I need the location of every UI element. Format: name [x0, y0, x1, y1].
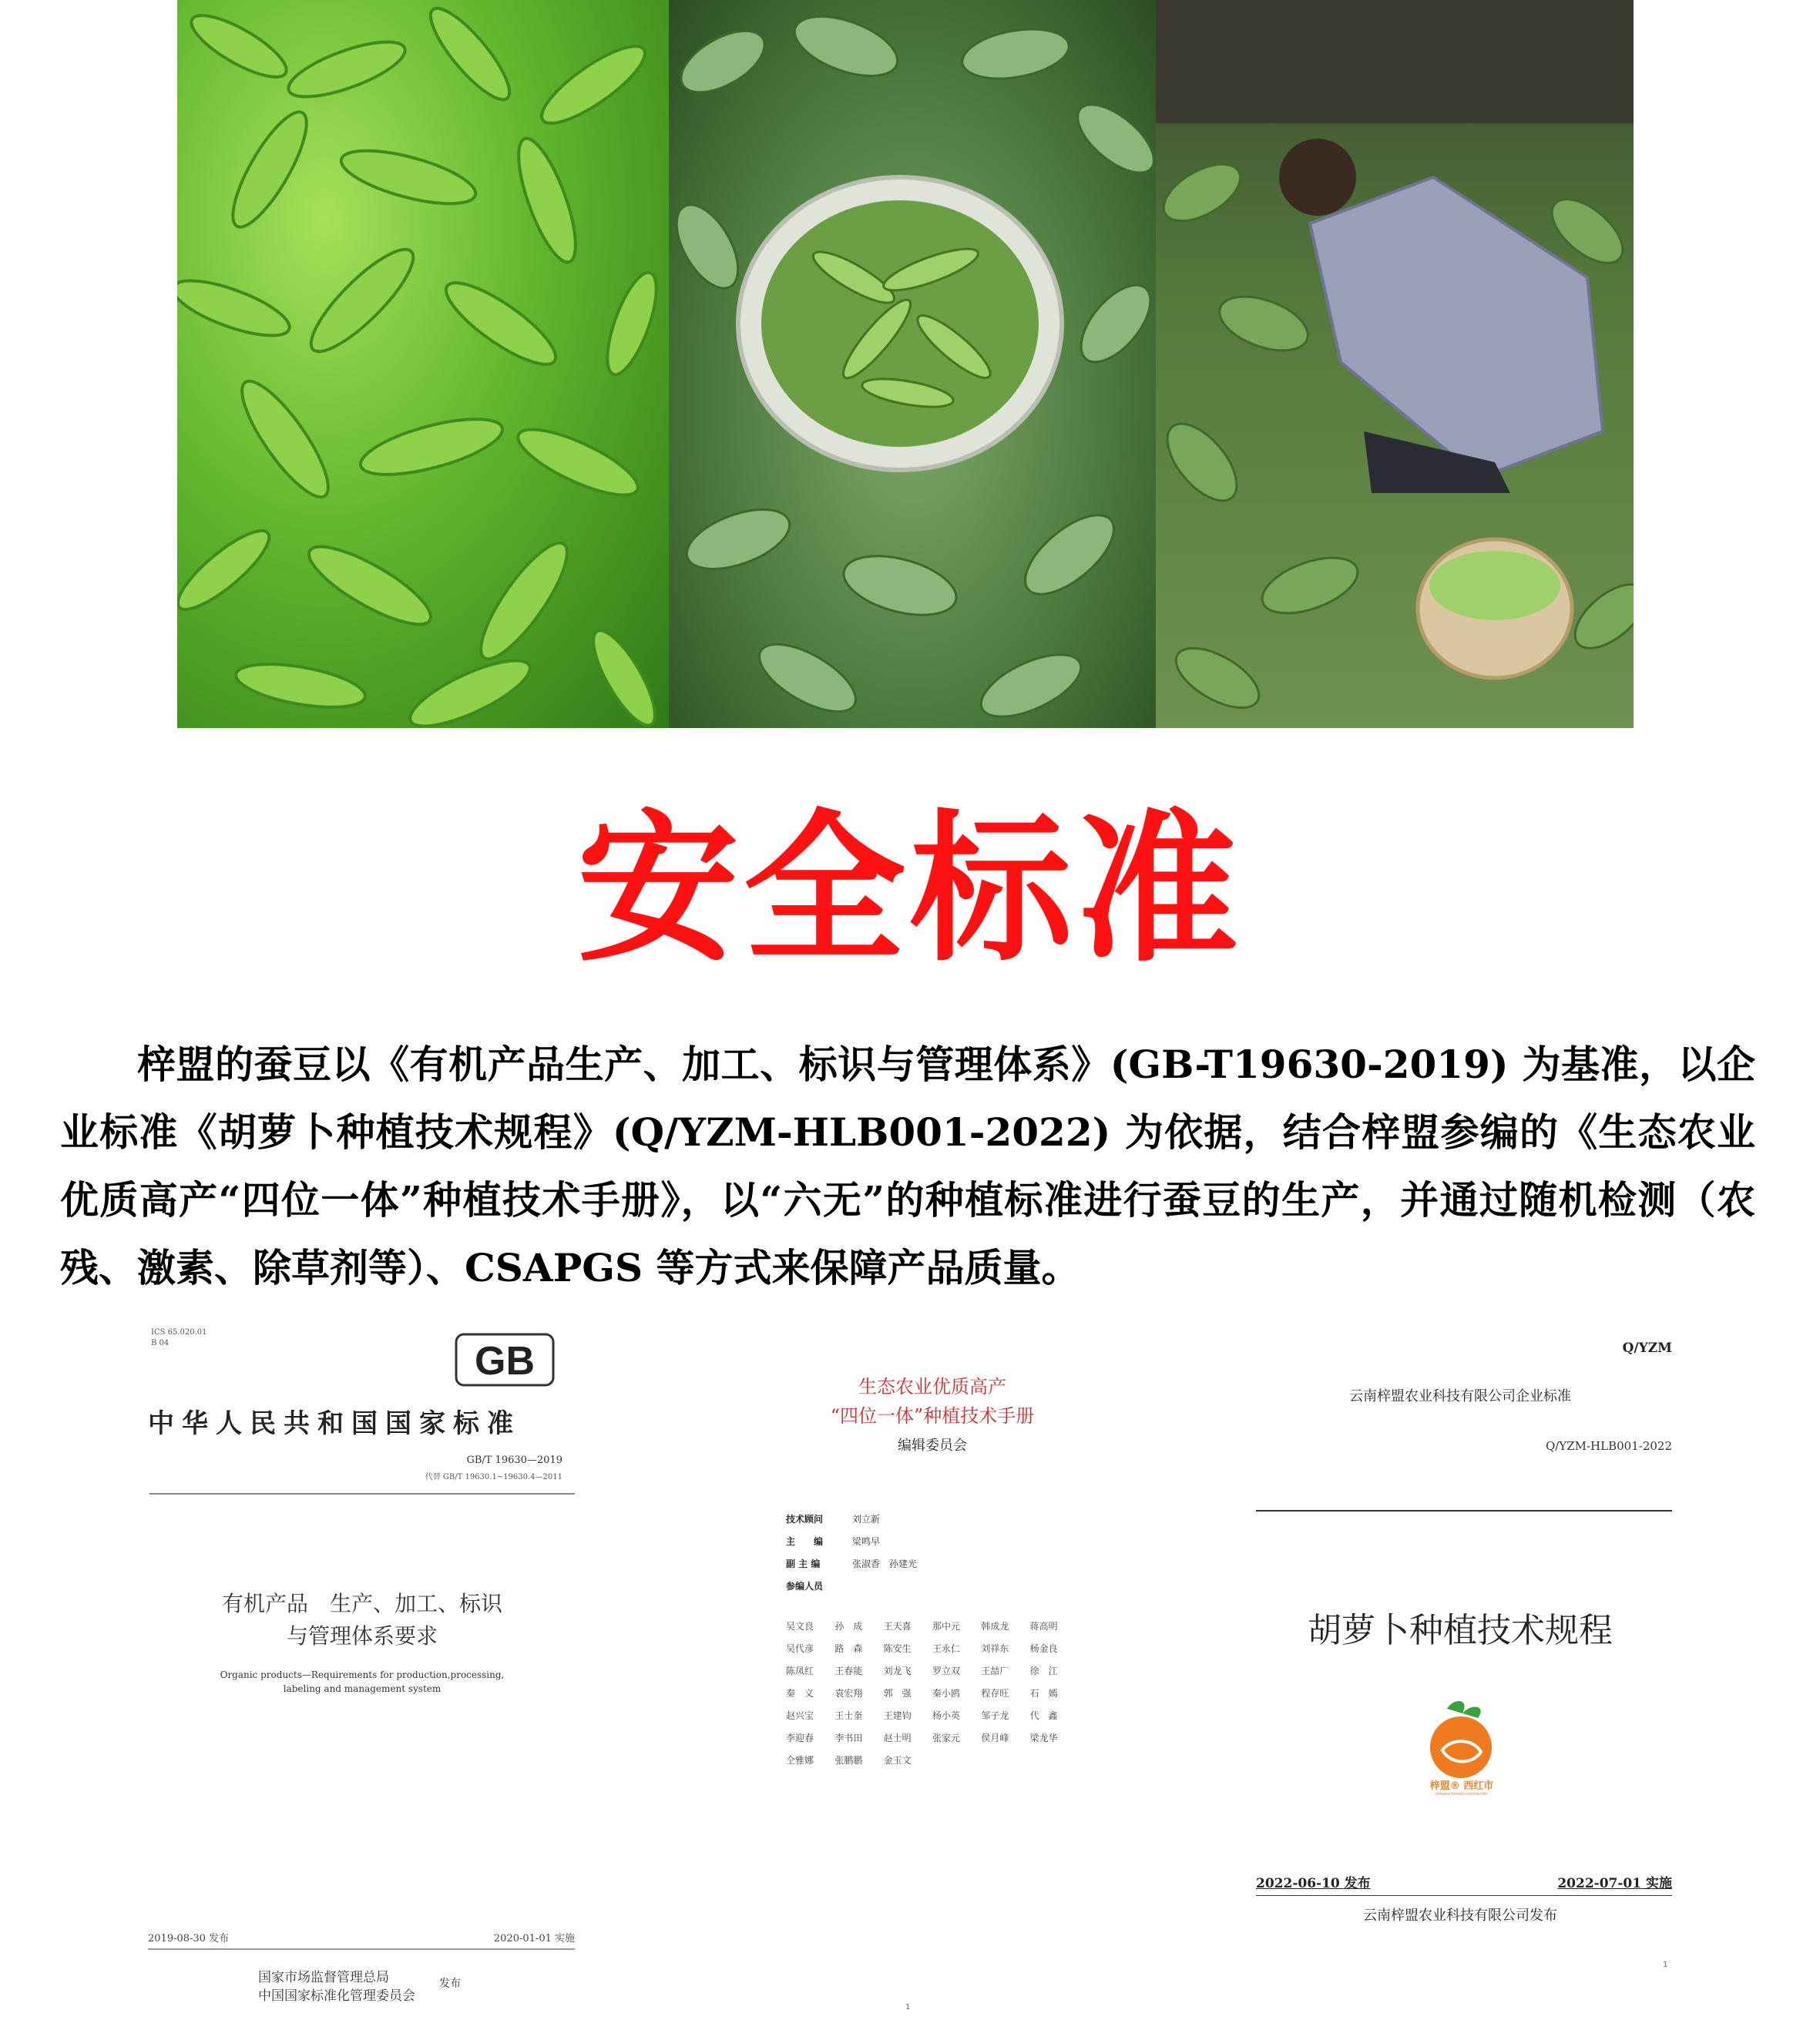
logo-text: 梓盟® 西红市 [1429, 1780, 1494, 1792]
member-name: 秦 义 [786, 1688, 814, 1699]
company-standard-title: 胡萝卜种植技术规程 [1308, 1611, 1613, 1650]
member-name [1030, 1750, 1079, 1772]
member-name: 王喆厂 [981, 1666, 1009, 1676]
role-row: 参编人员 [786, 1581, 824, 1592]
issuer-2: 中国国家标准化管理委员会 [258, 1988, 415, 2004]
role-row: 技术顾问 刘立新 [786, 1514, 881, 1525]
logo-subtext: zimeng tomato community [1436, 1792, 1488, 1795]
member-name: 陈安生 [883, 1643, 912, 1654]
company-standard-label: 云南梓盟农业科技有限公司企业标准 [1349, 1388, 1571, 1404]
roles-list [786, 1508, 917, 1598]
company-issuer: 云南梓盟农业科技有限公司发布 [1363, 1908, 1557, 1924]
standard-name-line1: 有机产品 生产、加工、标识 [221, 1591, 502, 1616]
replaces-code: 代替 GB/T 19630.1~19630.4—2011 [425, 1473, 562, 1481]
page-number-1: 1 [905, 2003, 911, 2012]
standard-english-name [185, 1668, 539, 1696]
member-name: 张鹏鹏 [834, 1755, 863, 1766]
divider [149, 1493, 575, 1495]
gb-logo-text: GB [475, 1339, 535, 1384]
photo-farmer [1156, 0, 1634, 728]
company-standard-cover [1248, 1340, 1672, 2003]
member-name: 吴代彦 [786, 1643, 814, 1654]
members-grid [786, 1616, 1079, 1772]
member-name: 邹子龙 [981, 1710, 1009, 1721]
effective-date: 2020-01-01 实施 [493, 1933, 575, 1944]
member-name: 那中元 [932, 1621, 960, 1632]
member-name: 刘龙飞 [883, 1666, 912, 1676]
manual-title-line1: 生态农业优质高产 [858, 1376, 1006, 1398]
divider [1256, 1510, 1672, 1512]
member-name: 石 嫣 [1029, 1688, 1058, 1699]
member-name: 路 森 [834, 1643, 863, 1654]
issuer-1: 国家市场监督管理总局 [258, 1970, 389, 1985]
gb-standard-cover [139, 1317, 586, 2011]
member-name: 代 鑫 [1029, 1710, 1058, 1721]
member-name [932, 1750, 981, 1772]
member-name: 李书田 [834, 1733, 863, 1743]
photo-bean-pods [177, 0, 669, 728]
member-name: 徐 江 [1029, 1666, 1058, 1676]
member-name: 吴文良 [786, 1621, 814, 1632]
member-name: 罗立双 [932, 1666, 960, 1676]
page-number-2: 1 [1663, 1961, 1668, 1969]
company-publish-date: 2022-06-10 发布 [1256, 1876, 1371, 1891]
member-name: 杨小英 [932, 1710, 960, 1721]
member-name: 秦小鸥 [932, 1688, 960, 1699]
dates-row [148, 1930, 575, 1950]
photo-strip [177, 0, 1634, 728]
standard-name-line2: 与管理体系要求 [286, 1623, 438, 1649]
member-name: 张家元 [932, 1733, 960, 1743]
member-name: 王士奎 [834, 1710, 863, 1721]
ccs-code: B 04 [151, 1339, 170, 1347]
member-name: 孙 成 [834, 1621, 863, 1632]
manual-committee-page [763, 1371, 1102, 1766]
company-effective-date: 2022-07-01 实施 [1557, 1876, 1672, 1891]
publish-date: 2019-08-30 发布 [148, 1933, 230, 1944]
standard-code: GB/T 19630—2019 [466, 1455, 562, 1466]
photo-bowl-of-beans [669, 0, 1156, 728]
member-name: 韩成龙 [981, 1621, 1009, 1632]
member-name: 程存旺 [981, 1688, 1009, 1699]
role-row: 副 主 编 张淑香 孙建光 [786, 1559, 918, 1569]
member-name: 王建钧 [883, 1710, 912, 1721]
role-row: 主 编 梁鸣早 [786, 1536, 881, 1547]
member-name: 刘祥东 [981, 1643, 1009, 1654]
member-name: 袁宏翔 [834, 1688, 863, 1699]
member-name: 侯月峰 [981, 1733, 1009, 1743]
manual-title-line2: “四位一体”种植技术手册 [830, 1405, 1035, 1427]
member-name: 梁龙华 [1029, 1733, 1058, 1743]
member-name: 郭 强 [883, 1688, 912, 1699]
member-name: 陈凤红 [786, 1666, 814, 1676]
country-standard-label: 中华人民共和国国家标准 [148, 1408, 521, 1439]
company-standard-number: Q/YZM-HLB001-2022 [1545, 1439, 1672, 1453]
member-name: 蒋高明 [1029, 1621, 1058, 1632]
member-name: 金玉文 [883, 1755, 912, 1766]
member-name: 李迎春 [786, 1733, 814, 1743]
member-name: 王春能 [834, 1666, 863, 1676]
committee-heading: 编辑委员会 [898, 1438, 967, 1454]
intro-paragraph: 梓盟的蚕豆以《有机产品生产、加工、标识与管理体系》(GB-T19630-2019) 为基准，以企业标准《胡萝卜种植技术规程》(Q/YZM-HLB001-2022) 为依据，结合梓盟参编的《生态农业优质高产“四位一体”种植技术手册》，以“六无”的种植标准进行蚕豆的生产，并通过随机检测（农残、激素、除草剂等）、CSAPGS 等方式来保障产品质量。 [60, 1042, 1755, 1290]
member-name: 王永仁 [932, 1643, 960, 1654]
member-name: 赵士明 [883, 1733, 912, 1743]
company-dates-row [1256, 1872, 1672, 1896]
english-line2: labeling and management system [283, 1683, 442, 1694]
page-title: 安全标准 [576, 795, 1243, 984]
issued-label: 发布 [439, 1978, 461, 1990]
english-line1: Organic products—Requirements for production,processing, [220, 1669, 505, 1680]
company-standard-code: Q/YZM [1622, 1340, 1672, 1356]
gb-logo-icon [455, 1333, 555, 1387]
ics-code: ICS 65.020.01 [151, 1328, 207, 1337]
member-name: 杨金良 [1029, 1643, 1058, 1654]
member-name [981, 1750, 1029, 1772]
member-name: 王天喜 [883, 1621, 912, 1632]
zimeng-logo-icon [1416, 1695, 1507, 1795]
member-name: 赵兴宝 [786, 1710, 814, 1721]
member-name: 仝雅娜 [786, 1755, 814, 1766]
